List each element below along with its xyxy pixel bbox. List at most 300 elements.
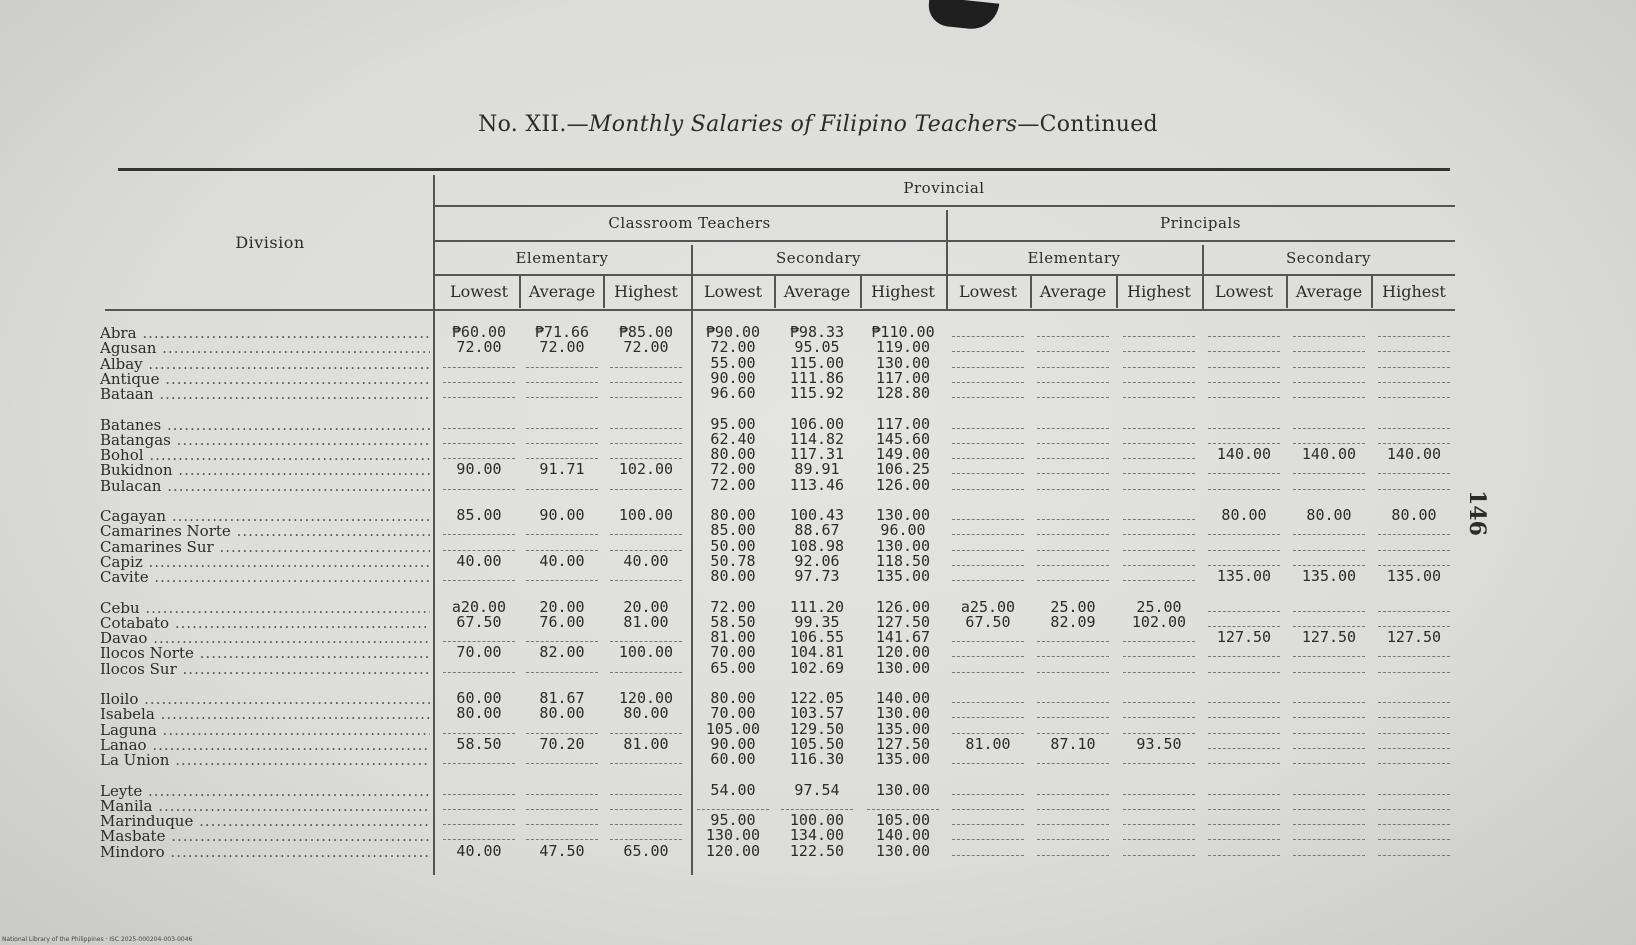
cell-cs-average: 111.20 bbox=[789, 597, 845, 616]
empty-cell-dash bbox=[1037, 534, 1109, 535]
empty-cell-dash bbox=[1208, 489, 1280, 490]
empty-cell-dash bbox=[1208, 336, 1280, 337]
division-name: Camarines Sur ..... bbox=[100, 538, 430, 556]
cell-cs-average: 99.35 bbox=[794, 612, 840, 631]
empty-cell-dash bbox=[443, 428, 515, 429]
empty-cell-dash bbox=[443, 824, 515, 825]
subcolumn-rule bbox=[603, 276, 605, 308]
cell-cs-highest: 105.00 bbox=[875, 811, 931, 830]
empty-cell-dash bbox=[443, 672, 515, 673]
col-header-ps-average: Average bbox=[1295, 282, 1363, 301]
cell-cs-highest: 135.00 bbox=[875, 567, 931, 586]
empty-cell-dash bbox=[610, 580, 682, 581]
empty-cell-dash bbox=[443, 763, 515, 764]
empty-cell-dash bbox=[1123, 336, 1195, 337]
empty-cell-dash bbox=[1208, 382, 1280, 383]
empty-cell-dash bbox=[1208, 672, 1280, 673]
cell-ce-lowest: 85.00 bbox=[456, 506, 502, 524]
cell-ce-lowest: 80.00 bbox=[456, 704, 502, 723]
cell-cs-highest: 149.00 bbox=[875, 445, 931, 464]
empty-cell-dash bbox=[1208, 702, 1280, 703]
empty-cell-dash bbox=[610, 550, 682, 551]
division-name: Bulacan ..... bbox=[100, 477, 430, 495]
col-header-ce-average: Average bbox=[528, 282, 596, 301]
division-name: Batangas ..... bbox=[100, 431, 430, 449]
empty-cell-dash bbox=[526, 367, 598, 368]
empty-cell-dash bbox=[952, 809, 1024, 810]
cell-cs-lowest: 72.00 bbox=[710, 475, 756, 494]
empty-cell-dash bbox=[1378, 717, 1450, 718]
empty-cell-dash bbox=[1037, 855, 1109, 856]
cell-pe-highest: 102.00 bbox=[1131, 612, 1187, 631]
cell-ce-highest: 72.00 bbox=[623, 338, 669, 357]
empty-cell-dash bbox=[1378, 672, 1450, 673]
empty-cell-dash bbox=[867, 809, 939, 810]
empty-cell-dash bbox=[1293, 717, 1365, 718]
division-name: Cebu ..... bbox=[100, 599, 430, 617]
empty-cell-dash bbox=[952, 351, 1024, 352]
empty-cell-dash bbox=[1208, 565, 1280, 566]
empty-cell-dash bbox=[1208, 733, 1280, 734]
cell-cs-average: 106.00 bbox=[789, 414, 845, 433]
empty-cell-dash bbox=[526, 397, 598, 398]
cell-ps-average: 135.00 bbox=[1301, 567, 1357, 586]
empty-cell-dash bbox=[1378, 656, 1450, 657]
empty-cell-dash bbox=[1293, 824, 1365, 825]
cell-ce-highest: 81.00 bbox=[623, 734, 669, 753]
cell-cs-highest: 127.50 bbox=[875, 734, 931, 753]
empty-cell-dash bbox=[1123, 351, 1195, 352]
cell-ps-average: 80.00 bbox=[1306, 506, 1352, 524]
division-name: Cavite ..... bbox=[100, 568, 430, 586]
cell-cs-average: 89.91 bbox=[794, 460, 840, 479]
cell-cs-highest: 118.50 bbox=[875, 551, 931, 570]
cell-cs-highest: 117.00 bbox=[875, 368, 931, 387]
title-number: No. XII.— bbox=[478, 112, 589, 137]
empty-cell-dash bbox=[1037, 672, 1109, 673]
empty-cell-dash bbox=[1378, 839, 1450, 840]
empty-cell-dash bbox=[526, 443, 598, 444]
empty-cell-dash bbox=[1378, 397, 1450, 398]
empty-cell-dash bbox=[1123, 428, 1195, 429]
cell-cs-lowest: 70.00 bbox=[710, 643, 756, 662]
cell-ps-lowest: 135.00 bbox=[1216, 567, 1272, 586]
empty-cell-dash bbox=[1037, 367, 1109, 368]
empty-cell-dash bbox=[1037, 550, 1109, 551]
empty-cell-dash bbox=[1037, 794, 1109, 795]
empty-cell-dash bbox=[1378, 489, 1450, 490]
empty-cell-dash bbox=[526, 824, 598, 825]
cell-pe-highest: 93.50 bbox=[1136, 734, 1182, 753]
empty-cell-dash bbox=[1378, 626, 1450, 627]
cell-cs-lowest: 58.50 bbox=[710, 612, 756, 631]
cell-cs-highest: 130.00 bbox=[875, 353, 931, 372]
empty-cell-dash bbox=[1293, 550, 1365, 551]
empty-cell-dash bbox=[1293, 733, 1365, 734]
cell-cs-lowest: 130.00 bbox=[705, 826, 761, 845]
cell-ce-lowest: 90.00 bbox=[456, 460, 502, 479]
col-header-ps-lowest: Lowest bbox=[1214, 282, 1274, 301]
empty-cell-dash bbox=[952, 458, 1024, 459]
empty-cell-dash bbox=[1293, 611, 1365, 612]
division-name: Antique ..... bbox=[100, 370, 430, 388]
cell-ce-highest: 40.00 bbox=[623, 551, 669, 570]
empty-cell-dash bbox=[1208, 611, 1280, 612]
col-header-cs-average: Average bbox=[783, 282, 851, 301]
empty-cell-dash bbox=[952, 656, 1024, 657]
empty-cell-dash bbox=[1378, 763, 1450, 764]
empty-cell-dash bbox=[1293, 428, 1365, 429]
cell-cs-lowest: 70.00 bbox=[710, 704, 756, 723]
subcolumn-rule bbox=[1286, 276, 1288, 308]
division-name: Laguna ..... bbox=[100, 721, 430, 739]
empty-cell-dash bbox=[1123, 550, 1195, 551]
cell-cs-lowest: 96.60 bbox=[710, 384, 756, 403]
cell-cs-lowest: 80.00 bbox=[710, 689, 756, 707]
empty-cell-dash bbox=[1208, 748, 1280, 749]
empty-cell-dash bbox=[1293, 397, 1365, 398]
empty-cell-dash bbox=[1123, 382, 1195, 383]
empty-cell-dash bbox=[610, 794, 682, 795]
cell-ce-highest: 120.00 bbox=[618, 689, 674, 707]
table-title bbox=[0, 112, 1636, 137]
empty-cell-dash bbox=[1037, 839, 1109, 840]
empty-cell-dash bbox=[1378, 534, 1450, 535]
empty-cell-dash bbox=[952, 443, 1024, 444]
empty-cell-dash bbox=[1208, 855, 1280, 856]
empty-cell-dash bbox=[1208, 626, 1280, 627]
cell-ps-average: 127.50 bbox=[1301, 628, 1357, 647]
subcolumn-rule bbox=[860, 276, 862, 308]
empty-cell-dash bbox=[1123, 855, 1195, 856]
subcolumn-rule bbox=[774, 276, 776, 308]
cell-cs-average: 134.00 bbox=[789, 826, 845, 845]
empty-cell-dash bbox=[443, 641, 515, 642]
empty-cell-dash bbox=[1037, 519, 1109, 520]
cell-cs-highest: 106.25 bbox=[875, 460, 931, 479]
empty-cell-dash bbox=[1378, 855, 1450, 856]
empty-cell-dash bbox=[1293, 855, 1365, 856]
header-ct-elementary: Elementary bbox=[515, 249, 609, 267]
header-classroom-teachers: Classroom Teachers bbox=[608, 214, 771, 232]
empty-cell-dash bbox=[610, 809, 682, 810]
empty-cell-dash bbox=[443, 809, 515, 810]
empty-cell-dash bbox=[1293, 336, 1365, 337]
empty-cell-dash bbox=[1123, 641, 1195, 642]
empty-cell-dash bbox=[610, 839, 682, 840]
cell-ce-highest: 102.00 bbox=[618, 460, 674, 479]
empty-cell-dash bbox=[526, 458, 598, 459]
empty-cell-dash bbox=[1123, 794, 1195, 795]
cell-cs-average: 88.67 bbox=[794, 521, 840, 540]
header-provincial: Provincial bbox=[903, 179, 985, 197]
cell-cs-highest: 130.00 bbox=[875, 841, 931, 860]
page-number: 146 bbox=[1464, 490, 1490, 536]
cell-cs-average: 111.86 bbox=[789, 368, 845, 387]
cell-cs-lowest: 72.00 bbox=[710, 597, 756, 616]
cell-cs-average: 115.00 bbox=[789, 353, 845, 372]
cell-cs-highest: 119.00 bbox=[875, 338, 931, 357]
cell-cs-average: 117.31 bbox=[789, 445, 845, 464]
cell-cs-lowest: 60.00 bbox=[710, 750, 756, 769]
empty-cell-dash bbox=[610, 672, 682, 673]
empty-cell-dash bbox=[1378, 565, 1450, 566]
header-pr-elementary: Elementary bbox=[1027, 249, 1121, 267]
empty-cell-dash bbox=[952, 672, 1024, 673]
cell-ce-average: 72.00 bbox=[539, 338, 585, 357]
cell-cs-highest: 130.00 bbox=[875, 704, 931, 723]
cell-cs-lowest: 105.00 bbox=[705, 719, 761, 738]
cell-cs-lowest: 80.00 bbox=[710, 567, 756, 586]
empty-cell-dash bbox=[1208, 824, 1280, 825]
empty-cell-dash bbox=[443, 794, 515, 795]
col-header-ce-lowest: Lowest bbox=[449, 282, 509, 301]
empty-cell-dash bbox=[1208, 717, 1280, 718]
cell-cs-average: 116.30 bbox=[789, 750, 845, 769]
cell-cs-lowest: 55.00 bbox=[710, 353, 756, 372]
empty-cell-dash bbox=[697, 809, 769, 810]
empty-cell-dash bbox=[443, 580, 515, 581]
empty-cell-dash bbox=[952, 733, 1024, 734]
cell-cs-lowest: 90.00 bbox=[710, 734, 756, 753]
empty-cell-dash bbox=[952, 565, 1024, 566]
cell-cs-highest: 140.00 bbox=[875, 689, 931, 707]
empty-cell-dash bbox=[610, 397, 682, 398]
empty-cell-dash bbox=[1123, 473, 1195, 474]
cell-ce-average: 90.00 bbox=[539, 506, 585, 524]
empty-cell-dash bbox=[610, 443, 682, 444]
cell-cs-average: 115.92 bbox=[789, 384, 845, 403]
empty-cell-dash bbox=[1378, 702, 1450, 703]
empty-cell-dash bbox=[1123, 702, 1195, 703]
empty-cell-dash bbox=[1293, 763, 1365, 764]
cell-cs-highest: 145.60 bbox=[875, 429, 931, 448]
empty-cell-dash bbox=[1037, 443, 1109, 444]
empty-cell-dash bbox=[952, 336, 1024, 337]
empty-cell-dash bbox=[1378, 824, 1450, 825]
cell-ce-average: 70.20 bbox=[539, 734, 585, 753]
empty-cell-dash bbox=[952, 489, 1024, 490]
empty-cell-dash bbox=[1293, 672, 1365, 673]
empty-cell-dash bbox=[1293, 794, 1365, 795]
empty-cell-dash bbox=[952, 794, 1024, 795]
division-name: Isabela ..... bbox=[100, 705, 430, 723]
empty-cell-dash bbox=[610, 763, 682, 764]
cell-cs-average: 105.50 bbox=[789, 734, 845, 753]
empty-cell-dash bbox=[1378, 794, 1450, 795]
division-name: Albay ..... bbox=[100, 355, 430, 373]
cell-ps-lowest: 80.00 bbox=[1221, 506, 1267, 524]
empty-cell-dash bbox=[1378, 382, 1450, 383]
cell-ps-highest: 135.00 bbox=[1386, 567, 1442, 586]
cell-cs-lowest: 85.00 bbox=[710, 521, 756, 540]
cell-ps-lowest: 127.50 bbox=[1216, 628, 1272, 647]
cell-cs-highest: 128.80 bbox=[875, 384, 931, 403]
cell-cs-highest: 126.00 bbox=[875, 597, 931, 616]
cell-cs-lowest: 65.00 bbox=[710, 658, 756, 677]
cell-cs-average: 122.05 bbox=[789, 689, 845, 707]
empty-cell-dash bbox=[1123, 809, 1195, 810]
cell-cs-lowest: 95.00 bbox=[710, 811, 756, 830]
col-header-cs-lowest: Lowest bbox=[703, 282, 763, 301]
empty-cell-dash bbox=[1123, 656, 1195, 657]
cell-ce-average: 82.00 bbox=[539, 643, 585, 662]
division-name: Bohol ..... bbox=[100, 446, 430, 464]
division-name: Cagayan ..... bbox=[100, 507, 430, 525]
cell-ps-lowest: 140.00 bbox=[1216, 445, 1272, 464]
empty-cell-dash bbox=[1293, 656, 1365, 657]
division-name: Cotabato ..... bbox=[100, 614, 430, 632]
cell-cs-average: 122.50 bbox=[789, 841, 845, 860]
empty-cell-dash bbox=[1037, 824, 1109, 825]
empty-cell-dash bbox=[1208, 656, 1280, 657]
cell-ce-highest: 81.00 bbox=[623, 612, 669, 631]
cell-cs-highest: 127.50 bbox=[875, 612, 931, 631]
cell-ps-highest: 140.00 bbox=[1386, 445, 1442, 464]
empty-cell-dash bbox=[1378, 351, 1450, 352]
empty-cell-dash bbox=[1037, 565, 1109, 566]
cell-cs-highest: 135.00 bbox=[875, 750, 931, 769]
empty-cell-dash bbox=[781, 809, 853, 810]
cell-pe-lowest: a25.00 bbox=[960, 597, 1016, 616]
empty-cell-dash bbox=[1208, 473, 1280, 474]
empty-cell-dash bbox=[1123, 489, 1195, 490]
empty-cell-dash bbox=[1378, 748, 1450, 749]
cell-cs-lowest: 72.00 bbox=[710, 460, 756, 479]
cell-ce-lowest: ₱60.00 bbox=[451, 323, 507, 341]
level-rule bbox=[433, 274, 1455, 276]
empty-cell-dash bbox=[952, 519, 1024, 520]
cell-cs-lowest: 80.00 bbox=[710, 506, 756, 524]
footer-watermark: National Library of the Philippines · ISC 2025-000204-003-0046 bbox=[2, 936, 193, 943]
empty-cell-dash bbox=[610, 641, 682, 642]
empty-cell-dash bbox=[443, 534, 515, 535]
division-name: Batanes ..... bbox=[100, 416, 430, 434]
empty-cell-dash bbox=[1037, 458, 1109, 459]
empty-cell-dash bbox=[1037, 641, 1109, 642]
cell-pe-highest: 25.00 bbox=[1136, 597, 1182, 616]
subcolumn-rule bbox=[1371, 276, 1373, 308]
header-ct-secondary: Secondary bbox=[776, 249, 861, 267]
cell-ce-lowest: 40.00 bbox=[456, 551, 502, 570]
empty-cell-dash bbox=[526, 809, 598, 810]
empty-cell-dash bbox=[1208, 443, 1280, 444]
empty-cell-dash bbox=[1208, 367, 1280, 368]
subcolumn-rule bbox=[1116, 276, 1118, 308]
empty-cell-dash bbox=[610, 733, 682, 734]
empty-cell-dash bbox=[952, 428, 1024, 429]
cell-ce-average: 80.00 bbox=[539, 704, 585, 723]
cell-cs-average: 108.98 bbox=[789, 536, 845, 555]
cell-cs-average: 97.54 bbox=[794, 780, 840, 799]
empty-cell-dash bbox=[443, 382, 515, 383]
empty-cell-dash bbox=[1123, 443, 1195, 444]
empty-cell-dash bbox=[1037, 702, 1109, 703]
empty-cell-dash bbox=[1378, 428, 1450, 429]
header-division: Division bbox=[235, 233, 305, 252]
division-name: Ilocos Norte ..... bbox=[100, 644, 430, 662]
empty-cell-dash bbox=[1037, 489, 1109, 490]
division-name: La Union ..... bbox=[100, 751, 430, 769]
cell-cs-highest: 140.00 bbox=[875, 826, 931, 845]
col-header-pe-highest: Highest bbox=[1127, 282, 1191, 301]
cell-pe-average: 82.09 bbox=[1050, 612, 1096, 631]
empty-cell-dash bbox=[1037, 473, 1109, 474]
empty-cell-dash bbox=[1208, 397, 1280, 398]
cell-cs-average: 129.50 bbox=[789, 719, 845, 738]
cell-cs-highest: 117.00 bbox=[875, 414, 931, 433]
empty-cell-dash bbox=[443, 443, 515, 444]
empty-cell-dash bbox=[952, 473, 1024, 474]
cell-ce-highest: 65.00 bbox=[623, 841, 669, 860]
cell-ce-lowest: 60.00 bbox=[456, 689, 502, 707]
empty-cell-dash bbox=[952, 580, 1024, 581]
col-header-pe-lowest: Lowest bbox=[958, 282, 1018, 301]
division-name: Ilocos Sur ..... bbox=[100, 660, 430, 678]
cell-pe-lowest: 81.00 bbox=[965, 734, 1011, 753]
cell-cs-lowest: 120.00 bbox=[705, 841, 761, 860]
empty-cell-dash bbox=[1378, 611, 1450, 612]
provincial-rule bbox=[433, 205, 1455, 207]
empty-cell-dash bbox=[1293, 443, 1365, 444]
empty-cell-dash bbox=[610, 489, 682, 490]
division-name: Leyte ..... bbox=[100, 782, 430, 800]
empty-cell-dash bbox=[1037, 336, 1109, 337]
ink-blot bbox=[927, 0, 1000, 32]
empty-cell-dash bbox=[526, 672, 598, 673]
empty-cell-dash bbox=[1037, 733, 1109, 734]
empty-cell-dash bbox=[526, 641, 598, 642]
empty-cell-dash bbox=[1208, 550, 1280, 551]
empty-cell-dash bbox=[1037, 382, 1109, 383]
empty-cell-dash bbox=[1293, 702, 1365, 703]
empty-cell-dash bbox=[1123, 733, 1195, 734]
empty-cell-dash bbox=[1123, 717, 1195, 718]
group-rule bbox=[433, 240, 1455, 242]
cell-cs-highest: 135.00 bbox=[875, 719, 931, 738]
empty-cell-dash bbox=[526, 763, 598, 764]
cell-cs-highest: 130.00 bbox=[875, 780, 931, 799]
cell-ce-average: 40.00 bbox=[539, 551, 585, 570]
cell-ce-lowest: 40.00 bbox=[456, 841, 502, 860]
subcolumn-rule bbox=[1030, 276, 1032, 308]
empty-cell-dash bbox=[1378, 367, 1450, 368]
cell-ce-lowest: 70.00 bbox=[456, 643, 502, 662]
empty-cell-dash bbox=[1123, 580, 1195, 581]
cell-pe-lowest: 67.50 bbox=[965, 612, 1011, 631]
empty-cell-dash bbox=[952, 717, 1024, 718]
empty-cell-dash bbox=[610, 824, 682, 825]
cell-ce-average: 47.50 bbox=[539, 841, 585, 860]
empty-cell-dash bbox=[1378, 473, 1450, 474]
cell-cs-highest: 96.00 bbox=[880, 521, 926, 540]
empty-cell-dash bbox=[1293, 473, 1365, 474]
cell-cs-highest: 130.00 bbox=[875, 506, 931, 524]
cell-cs-average: 100.43 bbox=[789, 506, 845, 524]
empty-cell-dash bbox=[952, 367, 1024, 368]
cell-cs-average: ₱98.33 bbox=[789, 323, 845, 341]
empty-cell-dash bbox=[1123, 397, 1195, 398]
division-name: Davao ..... bbox=[100, 629, 430, 647]
cell-ce-highest: 80.00 bbox=[623, 704, 669, 723]
empty-cell-dash bbox=[1293, 748, 1365, 749]
top-rule bbox=[118, 168, 1450, 171]
empty-cell-dash bbox=[1378, 550, 1450, 551]
cell-cs-lowest: 80.00 bbox=[710, 445, 756, 464]
empty-cell-dash bbox=[526, 733, 598, 734]
empty-cell-dash bbox=[1208, 839, 1280, 840]
empty-cell-dash bbox=[1293, 626, 1365, 627]
